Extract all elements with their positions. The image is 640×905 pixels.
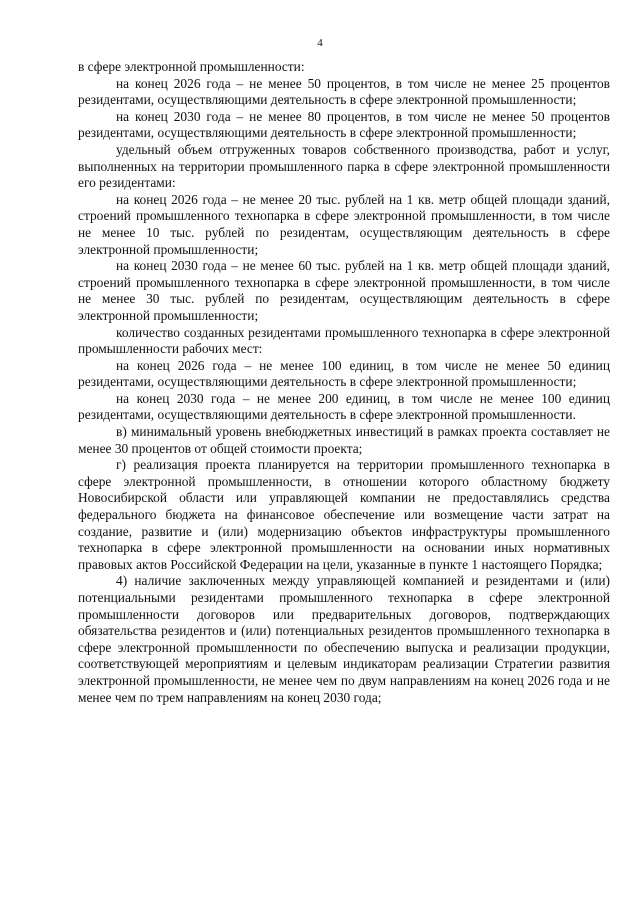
paragraph: на конец 2026 года – не менее 50 процентов, в том числе не менее 25 процентов резидентами, осуществляющими деятельность в сфере электронной промышленности;: [78, 75, 610, 108]
paragraph: г) реализация проекта планируется на территории промышленного технопарка в сфере электронной промышленности, в отношении которого областному бюджету Новосибирской области или управляющей компании не предоставлялись средства федерального бюджета на финансовое обеспечение или возмещение части затрат на создание, развитие и (или) модернизацию объектов инфраструктуры промышленного технопарка в сфере электронной промышленности на основании иных нормативных правовых актов Российской Федерации на цели, указанные в пункте 1 настоящего Порядка;: [78, 457, 610, 572]
paragraph: в) минимальный уровень внебюджетных инвестиций в рамках проекта составляет не менее 30 процентов от общей стоимости проекта;: [78, 424, 610, 456]
paragraph: на конец 2030 года – не менее 60 тыс. рублей на 1 кв. метр общей площади зданий, строений промышленного технопарка в сфере электронной промышленности, в том числе не менее 30 тыс. рублей по резидентам, осуществляющим деятельность в сфере электронной промышленности;: [78, 258, 610, 323]
paragraph: удельный объем отгруженных товаров собственного производства, работ и услуг, выполненных на территории промышленного парка в сфере электронной промышленности его резидентами:: [78, 141, 610, 191]
paragraph: количество созданных резидентами промышленного технопарка в сфере электронной промышленности рабочих мест:: [78, 324, 610, 357]
paragraph: 4) наличие заключенных между управляющей компанией и резидентами и (или) потенциальными резидентами промышленного технопарка в сфере электронной промышленности договоров или предварительных договоров, подтверждающих обязательства резидентов и (или) потенциальных резидентов промышленного технопарка в сфере электронной промышленности по обеспечению выпуска и реализации продукции, соответствующей мероприятиям и целевым индикаторам реализации Стратегии развития электронной промышленности, не менее чем по двум направлениям на конец 2026 года и не менее чем по трем направлениям на конец 2030 года;: [78, 573, 610, 705]
document-body: [78, 59, 610, 706]
paragraph: на конец 2026 года – не менее 20 тыс. рублей на 1 кв. метр общей площади зданий, строений промышленного технопарка в сфере электронной промышленности, в том числе не менее 10 тыс. рублей по резидентам, осуществляющим деятельность в сфере электронной промышленности;: [78, 191, 610, 257]
paragraph-continuation: в сфере электронной промышленности:: [78, 59, 305, 74]
paragraph: на конец 2026 года – не менее 100 единиц, в том числе не менее 50 единиц резидентами, осуществляющими деятельность в сфере электронной промышленности;: [78, 357, 610, 390]
paragraph: на конец 2030 года – не менее 80 процентов, в том числе не менее 50 процентов резидентами, осуществляющими деятельность в сфере электронной промышленности;: [78, 108, 610, 141]
paragraph: на конец 2030 года – не менее 200 единиц, в том числе не менее 100 единиц резидентами, осуществляющими деятельность в сфере электронной промышленности.: [78, 390, 610, 423]
page-number: 4: [317, 37, 323, 49]
